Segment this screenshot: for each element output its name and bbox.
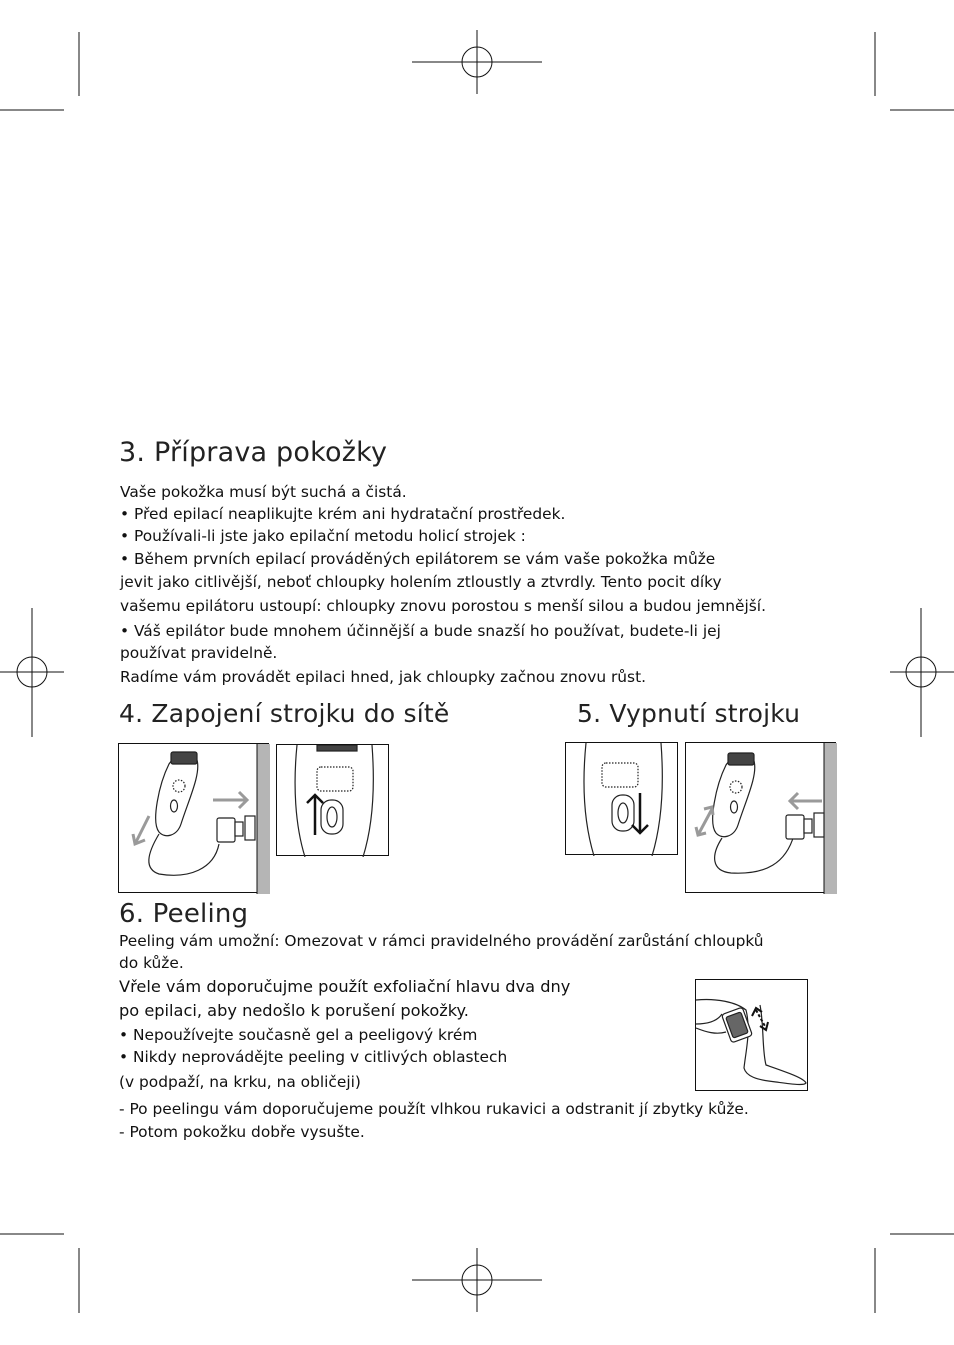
leg-icon <box>696 999 806 1084</box>
section6-line: Peeling vám umožní: Omezovat v rámci pravidelného provádění zarůstání chloupků <box>119 932 764 950</box>
unplug-illustration <box>685 742 836 893</box>
section6-line: - Po peelingu vám doporučujeme použít vlhkou rukavici a odstranit jí zbytky kůže. <box>119 1100 749 1118</box>
section6-line: do kůže. <box>119 954 184 972</box>
adapter-icon <box>786 813 824 839</box>
section3-line: • Během prvních epilací prováděných epilátorem se vám vaše pokožka může <box>120 550 716 568</box>
section6-line: • Nikdy neprovádějte peeling v citlivých oblastech <box>119 1048 508 1066</box>
plug-in-illustration <box>118 743 269 893</box>
section6-line: - Potom pokožku dobře vysušte. <box>119 1123 365 1141</box>
section5-heading: 5. Vypnutí strojku <box>577 699 801 728</box>
exfoliating-head-icon <box>722 1007 753 1043</box>
section4-heading: 4. Zapojení strojku do sítě <box>119 699 450 728</box>
registration-mark-bottom <box>412 1248 542 1312</box>
epilator-closeup-icon <box>295 745 373 857</box>
switch-on-illustration <box>276 744 389 856</box>
section3-line: jevit jako citlivější, neboť chloupky holením ztloustly a ztvrdly. Tento pocit díky <box>120 573 722 591</box>
adapter-icon <box>217 816 255 842</box>
motion-arrow-icon <box>752 1008 768 1030</box>
section3-line: vašemu epilátoru ustoupí: chloupky znovu porostou s menší silou a budou jemnější. <box>120 597 766 615</box>
section3-line: • Váš epilátor bude mnohem účinnější a bude snazší ho používat, budete-li jej <box>120 622 721 640</box>
section3-line: • Před epilací neaplikujte krém ani hydratační prostředek. <box>120 505 566 523</box>
section6-line: Vřele vám doporučujme použít exfoliační hlavu dva dny <box>119 977 571 996</box>
section3-line: • Používali-li jste jako epilační metodu holicí strojek : <box>120 527 526 545</box>
switch-off-illustration <box>565 742 678 855</box>
section6-line: (v podpaží, na krku, na obličeji) <box>119 1073 361 1091</box>
section3-line: Radíme vám provádět epilaci hned, jak chloupky začnou znovu růst. <box>120 668 647 686</box>
registration-mark-left <box>0 608 64 737</box>
epilator-icon <box>156 752 198 836</box>
section3-line: Vaše pokožka musí být suchá a čistá. <box>120 483 407 501</box>
peeling-illustration <box>695 979 808 1091</box>
epilator-closeup-icon <box>584 743 662 856</box>
registration-mark-top <box>412 30 542 94</box>
epilator-icon <box>713 753 755 837</box>
registration-mark-right <box>890 608 954 737</box>
section3-line: používat pravidelně. <box>120 644 278 662</box>
section6-line: • Nepoužívejte současně gel a peeligový krém <box>119 1026 478 1044</box>
section6-line: po epilaci, aby nedošlo k porušení pokožky. <box>119 1001 469 1020</box>
section3-heading: 3. Příprava pokožky <box>119 437 388 468</box>
section6-heading: 6. Peeling <box>119 899 249 929</box>
